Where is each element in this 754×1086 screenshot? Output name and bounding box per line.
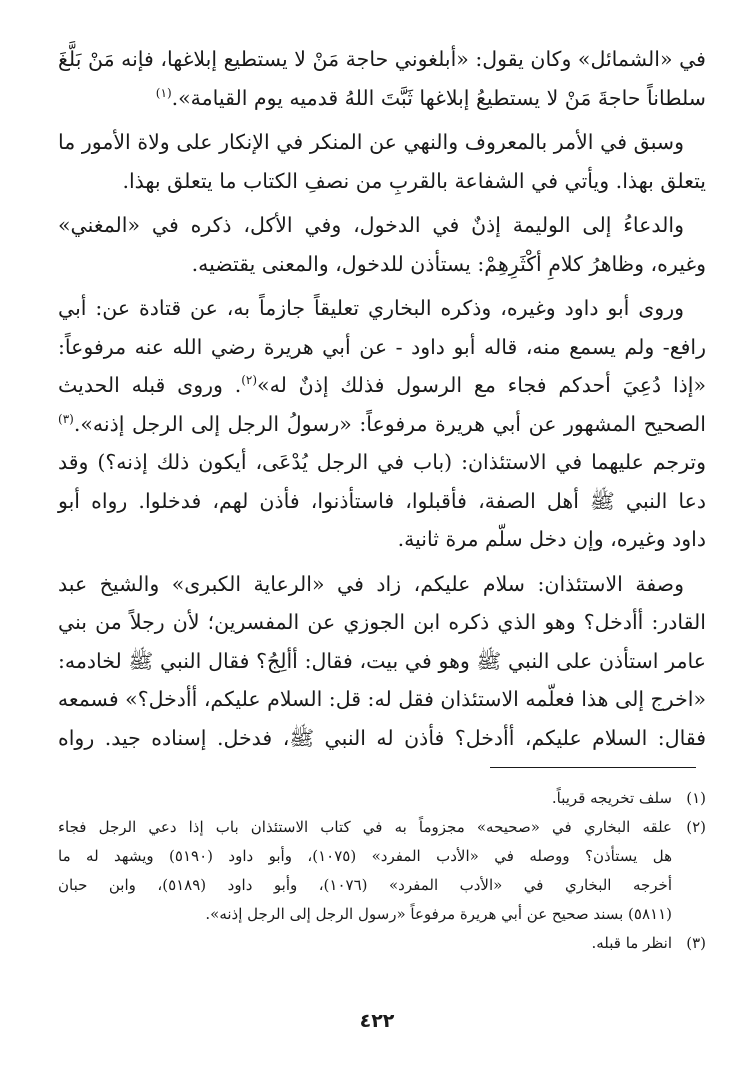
text-line: وغيره، وظاهرُ كلامِ أكْثَرِهِمْ: يستأذن للدخول، والمعنى يقتضيه. xyxy=(191,251,706,276)
text-line: والدعاءُ إلى الوليمة إذنٌ في الدخول، وفي الأكل، ذكره في «المغني» xyxy=(58,213,684,237)
text-line: «إذا دُعِيَ أحدكم فجاء مع الرسول فذلك إذنٌ له»$^{(٢)}$. وروى قبله الحديث xyxy=(58,373,707,397)
text-line: وترجم عليهما في الاستئذان: (باب في الرجل يُدْعَى، أيكون ذلك إذنه؟) وقد xyxy=(58,450,706,474)
footnote-item xyxy=(58,929,706,958)
main-text xyxy=(58,40,706,763)
text-line: وسبق في الأمر بالمعروف والنهي عن المنكر في الإنكار على ولاة الأمور ما xyxy=(58,130,684,154)
footnote-ref[interactable]: (١) xyxy=(155,85,172,100)
text-line: علقه البخاري في «صحيحه» مجزوماً به في كتاب الاستئذان باب إذا دعي الرجل فجاء xyxy=(58,818,672,836)
footnotes xyxy=(58,784,706,958)
text-line: في «الشمائل» وكان يقول: «أبلغوني حاجة مَنْ لا يستطيع إبلاغها، فإنه مَنْ بَلَّغَ xyxy=(58,47,706,71)
footnote-item xyxy=(58,813,706,929)
text-line: رافع- ولم يسمع منه، قاله أبو داود - عن أبي هريرة رضي الله عنه مرفوعاً: xyxy=(58,334,706,359)
footnote-number: (١) xyxy=(686,789,706,807)
text-line: سلف تخريجه قريباً. xyxy=(551,789,672,807)
paragraph-2 xyxy=(58,123,706,200)
text-line: وصفة الاستئذان: سلام عليكم، زاد في «الرعاية الكبرى» والشيخ عبد xyxy=(58,571,684,596)
footnote-ref[interactable]: (٣) xyxy=(58,411,74,426)
paragraph-1 xyxy=(58,40,706,117)
text-line: سلطاناً حاجةَ مَنْ لا يستطيعُ إبلاغها ثَبَّتَ اللهُ قدميه يوم القيامة».$^{(١)}$ xyxy=(155,85,706,110)
paragraph-4 xyxy=(58,289,706,559)
text-line: عامر استأذن على النبي ﷺ وهو في بيت، فقال: أألِجُ؟ فقال النبي ﷺ لخادمه: xyxy=(58,648,706,673)
text-line: وروى أبو داود وغيره، وذكره البخاري تعليقاً جازماً به، عن قتادة عن: أبي xyxy=(58,296,684,320)
footnote-text xyxy=(58,813,672,929)
text-line: «اخرج إلى هذا فعلّمه الاستئذان فقل له: قل: السلام عليكم، أأدخل؟» فسمعه xyxy=(57,687,706,711)
text-line: (٥٨١١) بسند صحيح عن أبي هريرة مرفوعاً «رسول الرجل إلى الرجل إذنه». xyxy=(205,905,672,923)
text-line: هل يستأذن؟ ووصله في «الأدب المفرد» (١٠٧٥)، وأبو داود (٥١٩٠) ويشهد له ما xyxy=(58,847,672,865)
text-line: أخرجه البخاري في «الأدب المفرد» (١٠٧٦)، وأبو داود (٥١٨٩)، وابن حبان xyxy=(58,876,672,894)
footnote-ref[interactable]: (٢) xyxy=(241,373,258,388)
text-line: الصحيح المشهور عن أبي هريرة مرفوعاً: «رسولُ الرجل إلى الرجل إذنه».$^{(٣)}$ xyxy=(58,411,706,436)
text-line: داود وغيره، وإن دخل سلّم مرة ثانية. xyxy=(397,527,706,551)
footnote-separator xyxy=(490,767,696,768)
page-number: ٤٢٢ xyxy=(359,1010,395,1032)
text-line: دعا النبي ﷺ أهل الصفة، فأقبلوا، فاستأذنوا، فأذن لهم، فدخلوا. رواه أبو xyxy=(58,488,706,513)
paragraph-3 xyxy=(58,206,706,283)
text-line: انظر ما قبله. xyxy=(591,934,672,952)
footnote-text xyxy=(58,929,672,958)
text-line: القادر: أأدخل؟ وهو الذي ذكره ابن الجوزي عن المفسرين؛ لأن رجلاً من بني xyxy=(58,610,706,634)
footnote-item xyxy=(58,784,706,813)
footnote-number: (٢) xyxy=(686,818,706,836)
footnote-text xyxy=(58,784,672,813)
text-line: فقال: السلام عليكم، أأدخل؟ فأذن له النبي ﷺ، فدخل. إسناده جيد. رواه xyxy=(58,725,706,750)
paragraph-5 xyxy=(58,565,706,758)
footnote-number: (٣) xyxy=(686,934,706,952)
text-line: يتعلق بهذا. ويأتي في الشفاعة بالقربِ من نصفِ الكتاب ما يتعلق بهذا. xyxy=(122,168,706,193)
